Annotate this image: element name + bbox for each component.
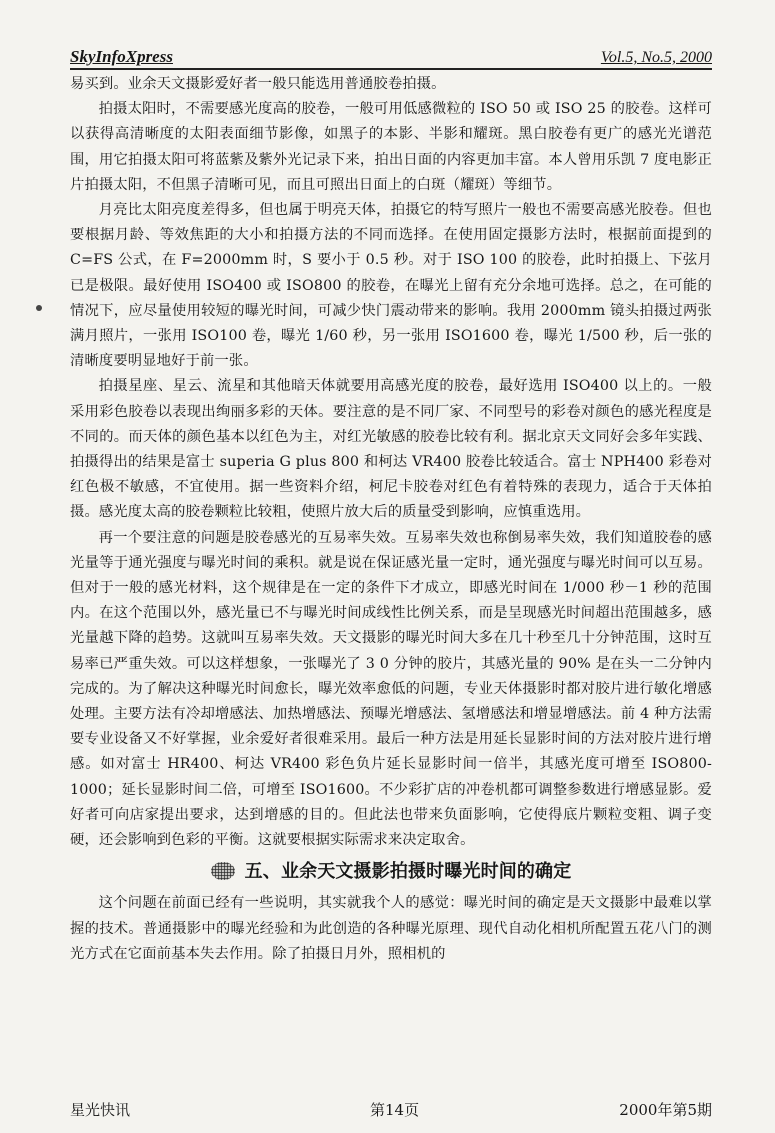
paragraph-continued: 易买到。业余天文摄影爱好者一般只能选用普通胶卷拍摄。 bbox=[70, 76, 446, 92]
volume-info: Vol.5, No.5, 2000 bbox=[600, 49, 712, 66]
scan-artifact-dot bbox=[36, 305, 42, 311]
article-body bbox=[70, 72, 712, 967]
journal-name: SkyInfoXpress bbox=[70, 47, 173, 66]
page-footer bbox=[70, 1099, 712, 1123]
paragraph-moon: 月亮比太阳亮度差得多，但也属于明亮天体，拍摄它的特写照片一般也不需要高感光胶卷。但也要根据月龄、等效焦距的大小和拍摄方法的不同而选择。在使用固定摄影方法时，根据前面提到的 C=FS 公式，在 F=2000mm 时，S 要小于 0.5 秒。对于 ISO 100 的胶卷，此时拍摄上、下弦月已是极限。最好使用 ISO400 或 ISO800 的胶卷，在曝光上留有充分余地可选择。总之，在可能的情况下，应尽量使用较短的曝光时间，可减少快门震动带来的影响。我用 2000mm 镜头拍摄过两张满月照片，一张用 ISO100 卷，曝光 1/60 秒，另一张用 ISO1600 卷，曝光 1/500 秒，后一张的清晰度要明显地好于前一张。 bbox=[70, 202, 712, 370]
page-number: 第14页 bbox=[370, 1101, 420, 1119]
paragraph-exposure: 这个问题在前面已经有一些说明，其实就我个人的感觉：曝光时间的确定是天文摄影中最难以掌握的技术。普通摄影中的曝光经验和为此创造的各种曝光原理、现代自动化相机所配置五花八门的测光方式在它面前基本失去作用。除了拍摄日月外，照相机的 bbox=[70, 895, 712, 962]
section-heading-text: 五、业余天文摄影拍摄时曝光时间的确定 bbox=[244, 861, 572, 883]
paragraph-reciprocity: 再一个要注意的问题是胶卷感光的互易率失效。互易率失效也称倒易率失效，我们知道胶卷的感光量等于通光强度与曝光时间的乘积。就是说在保证感光量一定时，通光强度与曝光时间可以互易。但对于一般的感光材料，这个规律是在一定的条件下才成立，即感光时间在 1/000 秒－1 秒的范围内。在这个范围以外，感光量已不与曝光时间成线性比例关系，而是呈现感光时间超出范围越多，感光量越下降的趋势。这就叫互易率失效。天文摄影的曝光时间大多在几十秒至几十分钟范围，这时互易率已严重失效。可以这样想象，一张曝光了 3 0 分钟的胶片，其感光量的 90% 是在头一二分钟内完成的。为了解决这种曝光时间愈长，曝光效率愈低的问题，专业天体摄影时都对胶片进行敏化增感处理。主要方法有冷却增感法、加热增感法、预曝光增感法、氢增感法和增显增感法。前 4 种方法需要专业设备又不好掌握，业余爱好者很难采用。最后一种方法是用延长显影时间的方法对胶片进行增感。如对富士 HR400、柯达 VR400 彩色负片延长显影时间一倍半，其感光度可增至 ISO800-1000；延长显影时间二倍，可增至 ISO1600。不少彩扩店的冲卷机都可调整参数进行增感显影。爱好者可向店家提出要求，达到增感的目的。但此法也带来负面影响，它使得底片颗粒变粗、调子变硬，还会影响到色彩的平衡。这就要根据实际需求来决定取舍。 bbox=[70, 529, 712, 849]
footer-publication: 星光快讯 bbox=[70, 1101, 131, 1119]
halftone-bullet-icon bbox=[211, 862, 235, 880]
footer-issue: 2000年第5期 bbox=[619, 1101, 712, 1119]
paragraph-sun: 拍摄太阳时，不需要感光度高的胶卷，一般可用低感微粒的 ISO 50 或 ISO 25 的胶卷。这样可以获得高清晰度的太阳表面细节影像，如黑子的本影、半影和耀斑。黑白胶卷有更广的感光光谱范围，用它拍摄太阳可将蓝紫及紫外光记录下来，拍出日面的内容更加丰富。本人曾用乐凯 7 度电影正片拍摄太阳，不但黑子清晰可见，而且可照出日面上的白斑（耀斑）等细节。 bbox=[70, 101, 712, 193]
paragraph-deep-sky: 拍摄星座、星云、流星和其他暗天体就要用高感光度的胶卷，最好选用 ISO400 以上的。一般采用彩色胶卷以表现出绚丽多彩的天体。要注意的是不同厂家、不同型号的彩卷对颜色的感光程度是不同的。而天体的颜色基本以红色为主，对红光敏感的胶卷比较有利。据北京天文同好会多年实践、拍摄得出的结果是富士 superia G plus 800 和柯达 VR400 胶卷比较适合。富士 NPH400 彩卷对红色极不敏感，不宜使用。据一些资料介绍，柯尼卡胶卷对红色有着特殊的表现力，适合于天体拍摄。感光度太高的胶卷颗粒比较粗，使照片放大后的质量受到影响，应慎重选用。 bbox=[70, 378, 712, 521]
running-header bbox=[70, 44, 712, 70]
section-heading bbox=[70, 854, 712, 890]
